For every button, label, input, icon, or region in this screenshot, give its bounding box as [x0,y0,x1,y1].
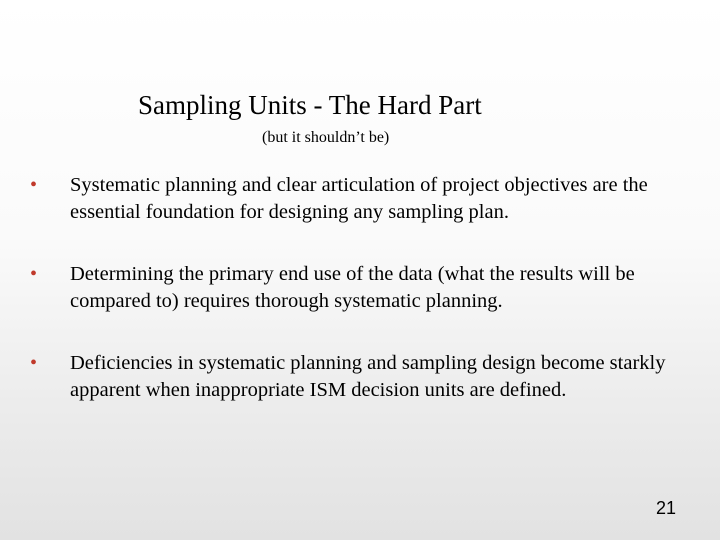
bullet-marker-icon: • [30,352,38,374]
slide-title: Sampling Units - The Hard Part [138,90,482,120]
bullet-item [30,350,690,404]
bullet-marker-icon: • [30,174,38,196]
bullet-item [30,172,690,226]
page-number: 21 [656,498,677,518]
bullet-text: Determining the primary end use of the data (what the results will be compared to) requires thorough systematic planning. [70,263,635,312]
bullet-item [30,261,690,315]
bullet-list [30,172,690,439]
bullet-marker-icon: • [30,263,38,285]
slide-subtitle: (but it shouldn’t be) [262,129,390,146]
bullet-text: Deficiencies in systematic planning and sampling design become starkly apparent when inappropriate ISM decision units are defined. [70,352,666,401]
bullet-text: Systematic planning and clear articulation of project objectives are the essential foundation for designing any sampling plan. [70,174,648,223]
